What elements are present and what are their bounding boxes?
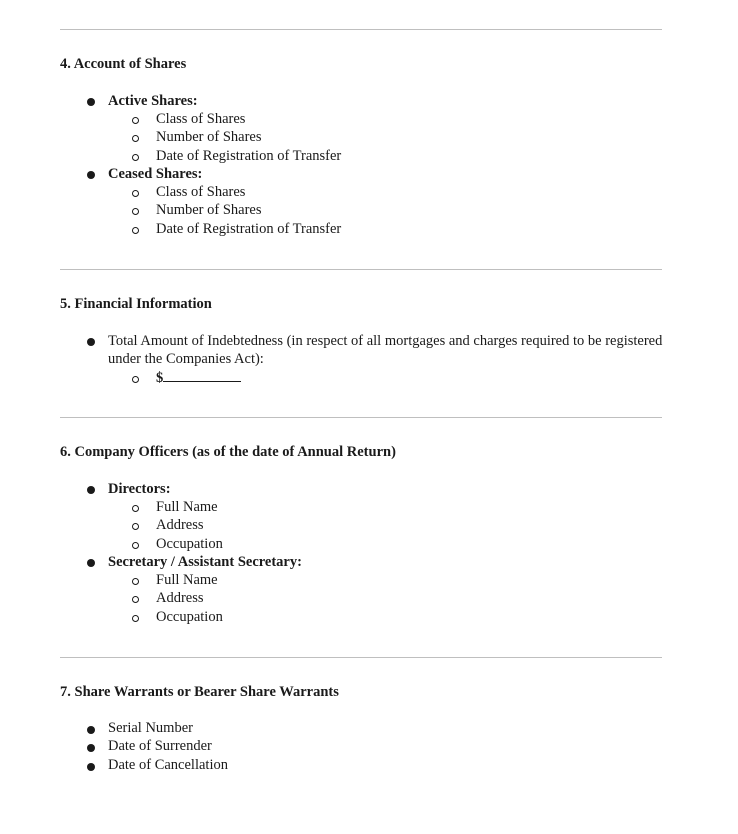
circle-bullet-icon: [132, 542, 139, 549]
directors-label: Directors:: [108, 481, 171, 497]
circle-bullet-icon: [132, 523, 139, 530]
circle-bullet-icon: [132, 227, 139, 234]
list-item: Address: [156, 590, 204, 606]
section-5-title: 5. Financial Information: [60, 296, 212, 312]
list-item: Class of Shares: [156, 111, 246, 127]
circle-bullet-icon: [132, 615, 139, 622]
list-item: Number of Shares: [156, 202, 262, 218]
bullet-icon: [87, 763, 95, 771]
list-item: Full Name: [156, 499, 218, 515]
divider: [60, 657, 662, 658]
section-6-title: 6. Company Officers (as of the date of Annual Return): [60, 444, 396, 460]
divider: [60, 269, 662, 270]
circle-bullet-icon: [132, 154, 139, 161]
section-4-title: 4. Account of Shares: [60, 56, 187, 72]
divider: [60, 417, 662, 418]
bullet-icon: [87, 744, 95, 752]
bullet-icon: [87, 486, 95, 494]
list-item: Number of Shares: [156, 129, 262, 145]
section-7-title: 7. Share Warrants or Bearer Share Warrants: [60, 684, 339, 700]
bullet-icon: [87, 171, 95, 179]
list-item: Date of Registration of Transfer: [156, 148, 342, 164]
currency-symbol: $: [156, 370, 164, 386]
bullet-icon: [87, 338, 95, 346]
circle-bullet-icon: [132, 135, 139, 142]
circle-bullet-icon: [132, 505, 139, 512]
amount-blank: [156, 369, 241, 387]
circle-bullet-icon: [132, 190, 139, 197]
list-item: Address: [156, 517, 204, 533]
blank-line: [163, 369, 241, 382]
active-shares-label: Active Shares:: [108, 93, 198, 109]
ceased-shares-label: Ceased Shares:: [108, 166, 203, 182]
circle-bullet-icon: [132, 208, 139, 215]
secretary-label: Secretary / Assistant Secretary:: [108, 554, 302, 570]
bullet-icon: [87, 559, 95, 567]
circle-bullet-icon: [132, 596, 139, 603]
circle-bullet-icon: [132, 578, 139, 585]
circle-bullet-icon: [132, 117, 139, 124]
divider: [60, 29, 662, 30]
indebtedness-paragraph: Total Amount of Indebtedness (in respect of all mortgages and charges required to be registered under the Companies Act):: [108, 333, 663, 367]
list-item: Occupation: [156, 609, 223, 625]
list-item: Date of Surrender: [108, 738, 212, 754]
list-item: Class of Shares: [156, 184, 246, 200]
list-item: Serial Number: [108, 720, 193, 736]
circle-bullet-icon: [132, 376, 139, 383]
list-item: Date of Cancellation: [108, 757, 228, 773]
bullet-icon: [87, 726, 95, 734]
list-item: Date of Registration of Transfer: [156, 221, 342, 237]
list-item: Occupation: [156, 536, 223, 552]
bullet-icon: [87, 98, 95, 106]
list-item: Full Name: [156, 572, 218, 588]
